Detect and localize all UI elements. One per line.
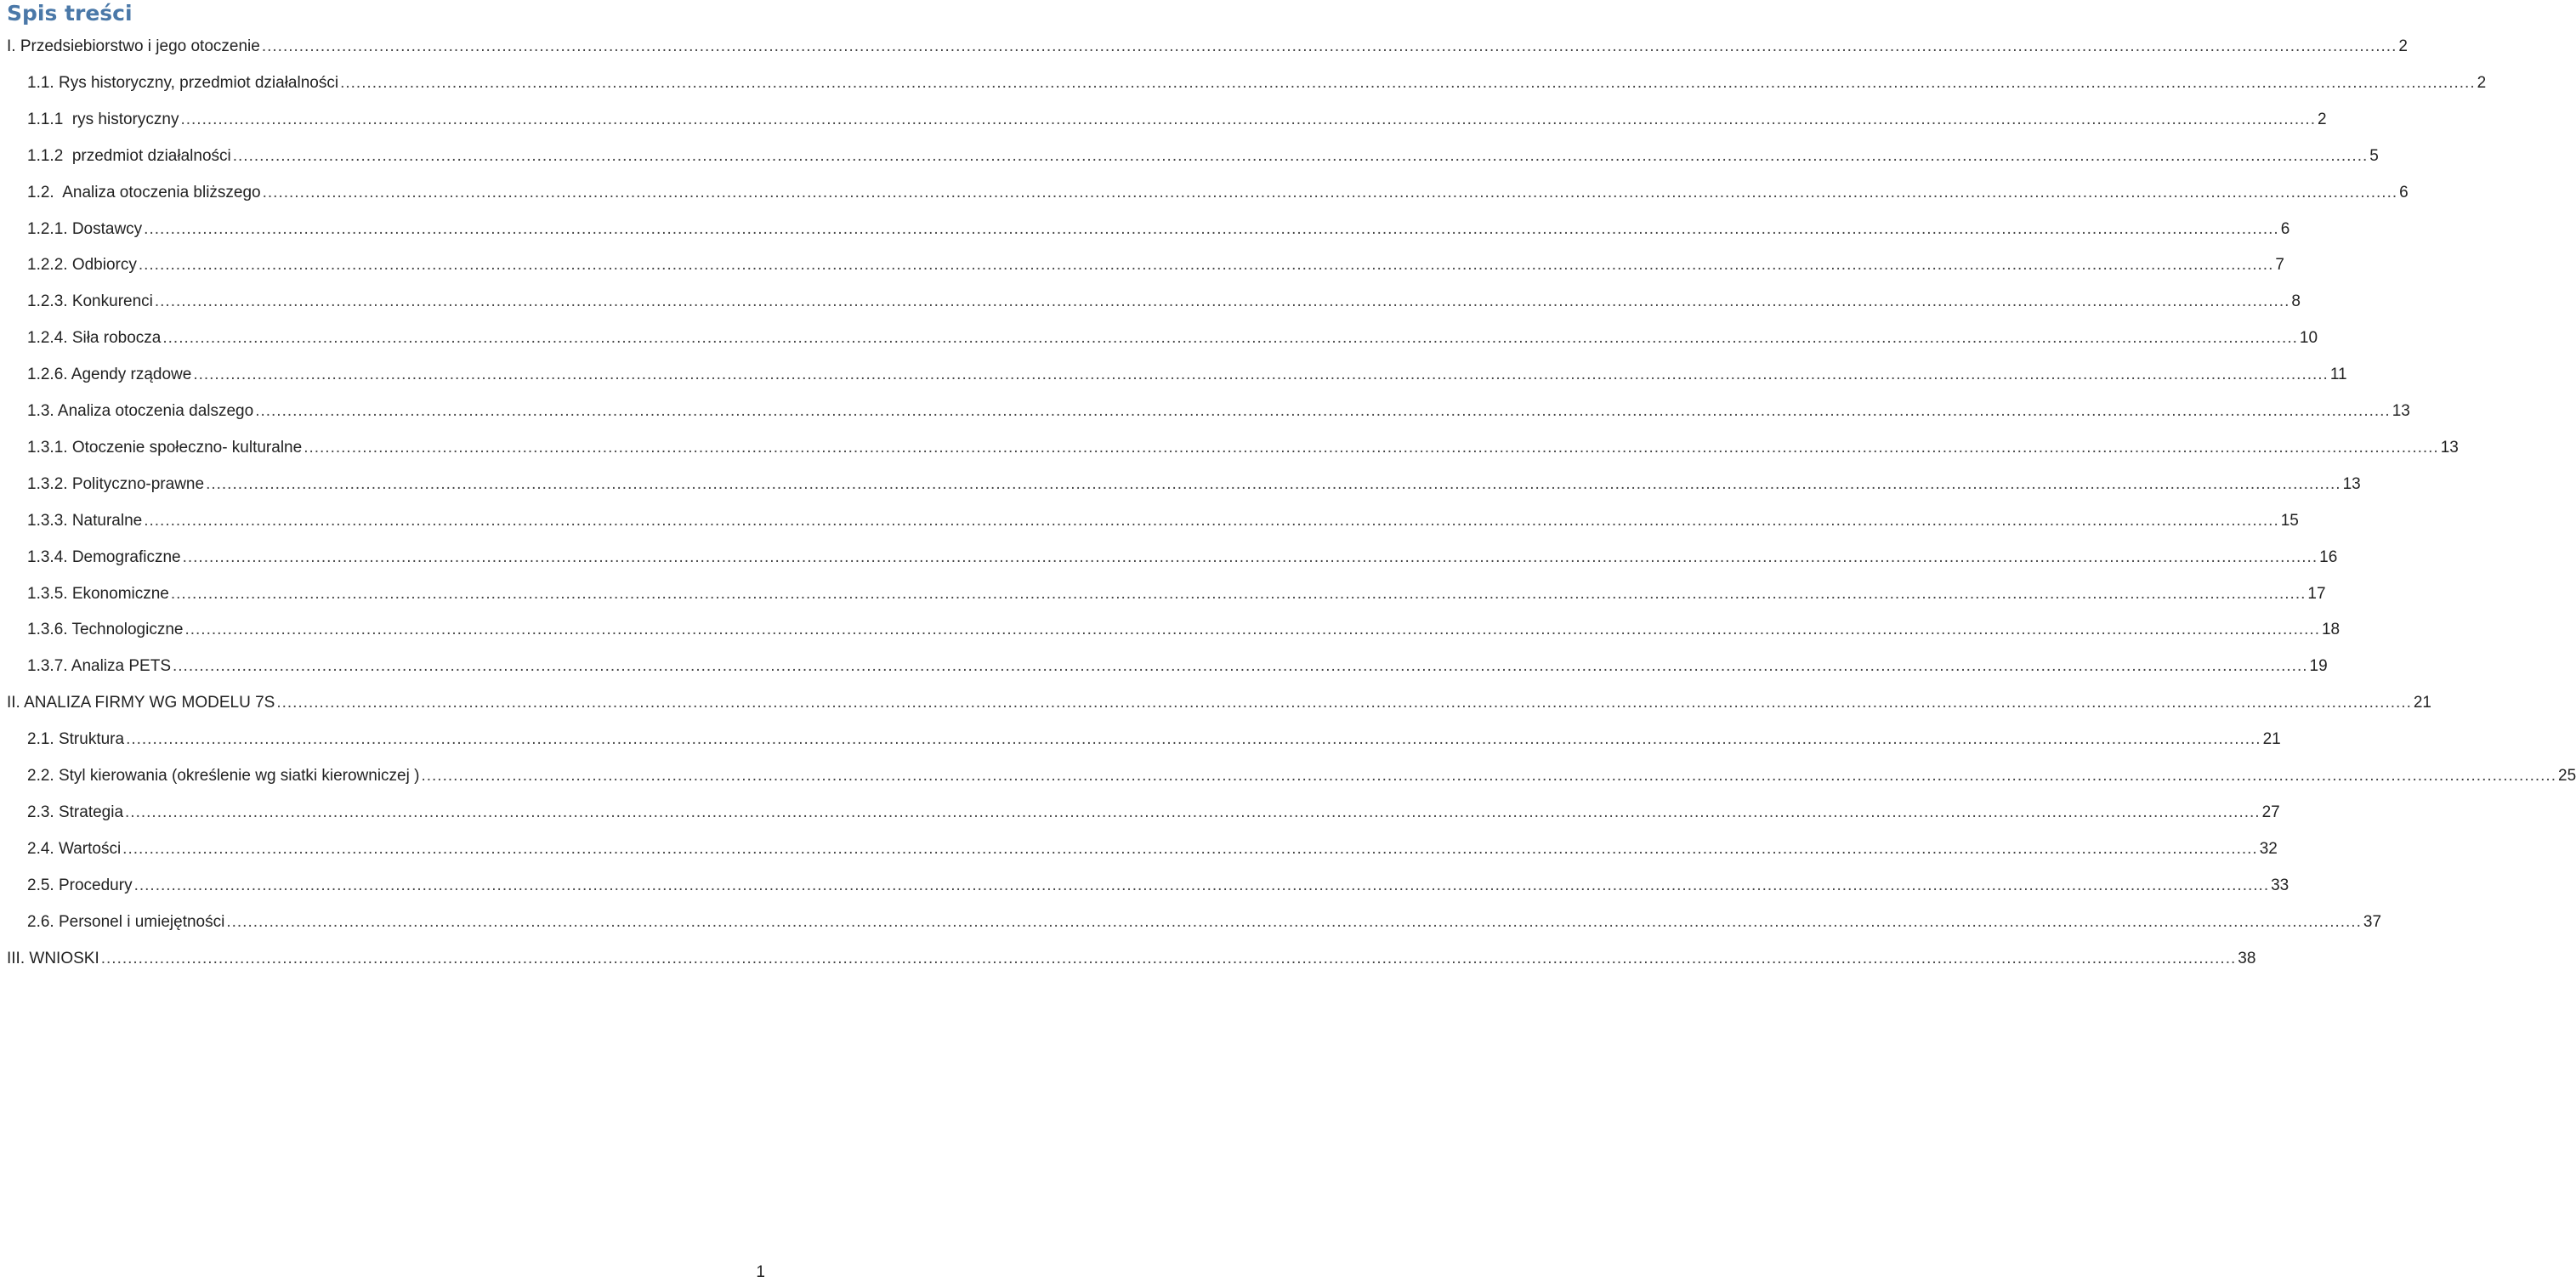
- toc-entry[interactable]: [0, 650, 2328, 677]
- toc-entry[interactable]: [0, 321, 2318, 349]
- toc-entry[interactable]: [0, 942, 2256, 969]
- toc-entry[interactable]: [0, 394, 2410, 422]
- toc-entry[interactable]: [0, 796, 2280, 823]
- toc-entry-label: 1.2.3. Konkurenci: [27, 292, 153, 311]
- toc-leader-dots: ................................................................................................................................................................................................................................................................................................................................................................................................................: [138, 256, 2274, 275]
- toc-entry[interactable]: [0, 139, 2379, 167]
- toc-entry-label: II. ANALIZA FIRMY WG MODELU 7S: [7, 694, 275, 712]
- toc-entry[interactable]: [0, 30, 2408, 57]
- toc-entry-page: 13: [2392, 402, 2410, 420]
- toc-leader-dots: ................................................................................................................................................................................................................................................................................................................................................................................................................: [180, 110, 2316, 128]
- toc-leader-dots: ................................................................................................................................................................................................................................................................................................................................................................................................................: [206, 474, 2341, 493]
- toc-entry-label: 1.2.2. Odbiorcy: [27, 256, 137, 275]
- toc-entry-label: 1.2.4. Siła robocza: [27, 329, 162, 348]
- toc-entry-label: 1.2.6. Agendy rządowe: [27, 366, 192, 384]
- toc-entry[interactable]: [0, 759, 2576, 786]
- toc-entry[interactable]: [0, 285, 2301, 312]
- toc-entry-page: 6: [2280, 219, 2290, 238]
- toc-entry[interactable]: [0, 431, 2459, 458]
- toc-entry-label: 1.3.7. Analiza PETS: [27, 657, 171, 676]
- toc-entry-label: 2.3. Strategia: [27, 803, 124, 821]
- toc-leader-dots: ................................................................................................................................................................................................................................................................................................................................................................................................................: [226, 912, 2362, 931]
- toc-entry-page: 2: [2398, 37, 2408, 55]
- toc-entry-page: 19: [2309, 657, 2328, 676]
- toc-entry-page: 2: [2477, 73, 2487, 92]
- toc-entry-label: 1.3.4. Demograficzne: [27, 547, 181, 566]
- toc-leader-dots: ................................................................................................................................................................................................................................................................................................................................................................................................................: [126, 730, 2261, 749]
- toc-entry-label: 1.2. Analiza otoczenia bliższego: [27, 183, 261, 201]
- toc-entry-page: 11: [2329, 366, 2347, 384]
- toc-entry-page: 10: [2299, 329, 2318, 348]
- toc-entry-label: 1.1.2 przedmiot działalności: [27, 146, 231, 165]
- toc-entry[interactable]: [0, 541, 2338, 568]
- toc-entry-page: 15: [2280, 511, 2299, 530]
- toc-entry-page: 38: [2238, 949, 2256, 967]
- toc-leader-dots: ................................................................................................................................................................................................................................................................................................................................................................................................................: [154, 292, 2290, 311]
- toc-entry-page: 5: [2369, 146, 2379, 165]
- toc-entry-label: 1.3.2. Polityczno-prawne: [27, 474, 205, 493]
- toc-leader-dots: ................................................................................................................................................................................................................................................................................................................................................................................................................: [182, 547, 2318, 566]
- toc-entry-label: 2.5. Procedury: [27, 876, 133, 894]
- toc-entry[interactable]: [0, 869, 2289, 896]
- toc-entry[interactable]: [0, 66, 2487, 94]
- toc-leader-dots: ................................................................................................................................................................................................................................................................................................................................................................................................................: [170, 584, 2306, 603]
- toc-entry[interactable]: [0, 468, 2361, 495]
- toc-entry-page: 25: [2558, 767, 2576, 785]
- toc-entry-page: 37: [2363, 912, 2382, 931]
- toc-entry-page: 27: [2261, 803, 2280, 821]
- toc-entry-label: 1.1. Rys historyczny, przedmiot działalności: [27, 73, 339, 92]
- toc-entry-page: 13: [2440, 438, 2459, 457]
- toc-entry-page: 33: [2271, 876, 2289, 894]
- toc-entry[interactable]: [0, 103, 2327, 130]
- toc-entry-page: 32: [2259, 839, 2278, 858]
- toc-entry-label: 2.4. Wartości: [27, 839, 122, 858]
- toc-leader-dots: ................................................................................................................................................................................................................................................................................................................................................................................................................: [122, 839, 2258, 858]
- toc-entry-page: 16: [2319, 547, 2338, 566]
- toc-entry-label: 2.1. Struktura: [27, 730, 125, 749]
- toc-entry-label: 1.2.1. Dostawcy: [27, 219, 143, 238]
- toc-leader-dots: ................................................................................................................................................................................................................................................................................................................................................................................................................: [232, 146, 2369, 165]
- toc-leader-dots: ................................................................................................................................................................................................................................................................................................................................................................................................................: [184, 621, 2320, 639]
- toc-entry-page: 7: [2275, 256, 2284, 275]
- toc-leader-dots: ................................................................................................................................................................................................................................................................................................................................................................................................................: [144, 219, 2279, 238]
- toc-entry[interactable]: [0, 723, 2281, 750]
- page-number: 1: [756, 1263, 765, 1281]
- toc-entry-label: 1.3.5. Ekonomiczne: [27, 584, 169, 603]
- toc-leader-dots: ................................................................................................................................................................................................................................................................................................................................................................................................................: [173, 657, 2308, 676]
- toc-leader-dots: ................................................................................................................................................................................................................................................................................................................................................................................................................: [340, 73, 2476, 92]
- toc-entry-page: 8: [2291, 292, 2301, 311]
- toc-leader-dots: ................................................................................................................................................................................................................................................................................................................................................................................................................: [193, 366, 2329, 384]
- toc-title: Spis treści: [7, 1, 133, 26]
- toc-leader-dots: ................................................................................................................................................................................................................................................................................................................................................................................................................: [133, 876, 2270, 894]
- toc-entry[interactable]: [0, 358, 2347, 385]
- toc-leader-dots: ................................................................................................................................................................................................................................................................................................................................................................................................................: [261, 37, 2397, 55]
- toc-entry-label: I. Przedsiebiorstwo i jego otoczenie: [7, 37, 260, 55]
- toc-entry[interactable]: [0, 176, 2409, 203]
- toc-entry-label: 1.3.6. Technologiczne: [27, 621, 184, 639]
- toc-entry-label: III. WNIOSKI: [7, 949, 99, 967]
- toc-entry-label: 2.6. Personel i umiejętności: [27, 912, 225, 931]
- toc-entry[interactable]: [0, 613, 2341, 640]
- toc-leader-dots: ................................................................................................................................................................................................................................................................................................................................................................................................................: [100, 949, 2237, 967]
- toc-entry-label: 1.3.3. Naturalne: [27, 511, 143, 530]
- toc-leader-dots: ................................................................................................................................................................................................................................................................................................................................................................................................................: [304, 438, 2439, 457]
- toc-entry[interactable]: [0, 577, 2326, 604]
- toc-entry[interactable]: [0, 832, 2278, 859]
- toc-leader-dots: ................................................................................................................................................................................................................................................................................................................................................................................................................: [262, 183, 2398, 201]
- toc-entry[interactable]: [0, 248, 2284, 275]
- toc-entry-page: 13: [2342, 474, 2361, 493]
- toc-entry-page: 2: [2317, 110, 2327, 128]
- toc-entry-page: 17: [2307, 584, 2326, 603]
- toc-entry-label: 1.3.1. Otoczenie społeczno- kulturalne: [27, 438, 303, 457]
- toc-leader-dots: ................................................................................................................................................................................................................................................................................................................................................................................................................: [125, 803, 2261, 821]
- toc-entry-page: 21: [2262, 730, 2281, 749]
- toc-entry-label: 1.1.1 rys historyczny: [27, 110, 179, 128]
- toc-entry[interactable]: [0, 213, 2290, 240]
- toc-entry[interactable]: [0, 504, 2299, 531]
- toc-entry-label: 1.3. Analiza otoczenia dalszego: [27, 402, 254, 420]
- toc-entry-page: 21: [2413, 694, 2431, 712]
- toc-entry-page: 6: [2399, 183, 2409, 201]
- toc-leader-dots: ................................................................................................................................................................................................................................................................................................................................................................................................................: [421, 767, 2556, 785]
- toc-leader-dots: ................................................................................................................................................................................................................................................................................................................................................................................................................: [255, 402, 2391, 420]
- toc-leader-dots: ................................................................................................................................................................................................................................................................................................................................................................................................................: [276, 694, 2412, 712]
- toc-leader-dots: ................................................................................................................................................................................................................................................................................................................................................................................................................: [162, 329, 2298, 348]
- toc-entry-page: 18: [2321, 621, 2341, 639]
- toc-entry[interactable]: [0, 686, 2431, 713]
- toc-entry-label: 2.2. Styl kierowania (określenie wg siatki kierowniczej ): [27, 767, 420, 785]
- toc-entry[interactable]: [0, 905, 2382, 933]
- toc-leader-dots: ................................................................................................................................................................................................................................................................................................................................................................................................................: [144, 511, 2279, 530]
